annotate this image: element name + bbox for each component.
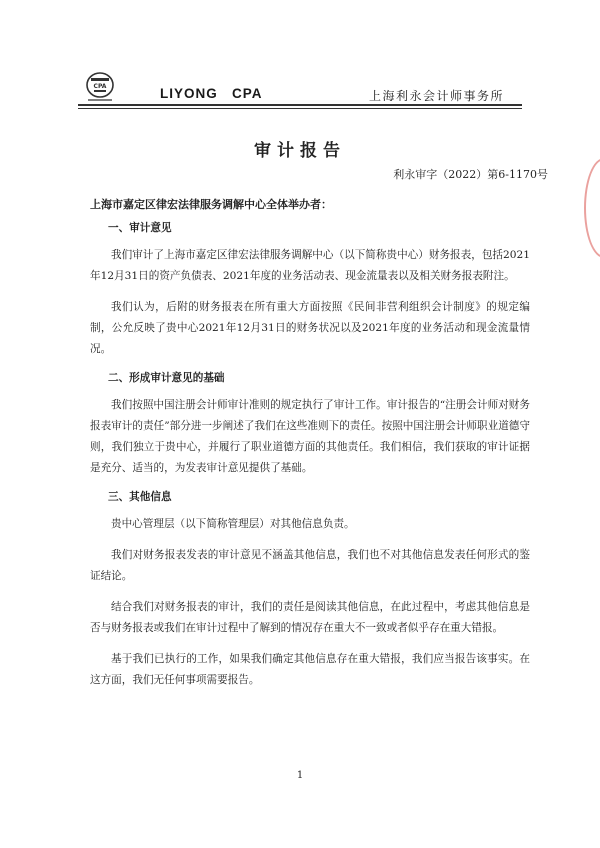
- paragraph: 我们认为，后附的财务报表在所有重大方面按照《民间非营利组织会计制度》的规定编制，公允反映了贵中心2021年12月31日的财务状况以及2021年度的业务活动和现金流量情况。: [90, 301, 530, 355]
- section-basis-for-opinion: [90, 370, 530, 479]
- cpa-logo-icon: [84, 70, 116, 104]
- paragraph: 我们审计了上海市嘉定区律宏法律服务调解中心（以下简称贵中心）财务报表，包括2021年12月31日的资产负债表、2021年度的业务活动表、现金流量表以及相关财务报表附注。: [90, 249, 530, 282]
- section-heading: 二、形成审计意见的基础: [108, 372, 225, 384]
- report-title: 审计报告: [254, 141, 346, 161]
- firm-name: 上海利永会计师事务所: [368, 89, 504, 103]
- addressee: 上海市嘉定区律宏法律服务调解中心全体举办者：: [90, 198, 332, 211]
- brand-name: LIYONG CPA: [160, 86, 263, 101]
- logo-text: CPA: [93, 83, 107, 90]
- header-rule-thin: [78, 108, 522, 109]
- paragraph: 我们按照中国注册会计师审计准则的规定执行了审计工作。审计报告的“注册会计师对财务报表审计的责任”部分进一步阐述了我们在这些准则下的责任。按照中国注册会计师职业道德守则，我们独立于贵中心，并履行了职业道德方面的其他责任。我们相信，我们获取的审计证据是充分、适当的，为发表审计意见提供了基础。: [90, 399, 530, 474]
- section-heading: 一、审计意见: [108, 222, 172, 234]
- section-other-information: [90, 489, 530, 691]
- report-body: [90, 220, 530, 701]
- paragraph: 结合我们对财务报表的审计，我们的责任是阅读其他信息，在此过程中，考虑其他信息是否与财务报表或我们在审计过程中了解到的情况存在重大不一致或者似乎存在重大错报。: [90, 601, 530, 634]
- paragraph: 我们对财务报表发表的审计意见不涵盖其他信息，我们也不对其他信息发表任何形式的鉴证结论。: [90, 549, 530, 582]
- paragraph: 基于我们已执行的工作，如果我们确定其他信息存在重大错报，我们应当报告该事实。在这方面，我们无任何事项需要报告。: [90, 653, 530, 686]
- section-heading: 三、其他信息: [108, 491, 172, 503]
- header-rule: [78, 104, 522, 106]
- page-number: 1: [296, 770, 304, 781]
- section-audit-opinion: [90, 220, 530, 360]
- report-reference: 利永审字（2022）第6-1170号: [393, 168, 548, 181]
- seal-stamp-edge: [584, 158, 600, 258]
- paragraph: 贵中心管理层（以下简称管理层）对其他信息负责。: [111, 518, 355, 530]
